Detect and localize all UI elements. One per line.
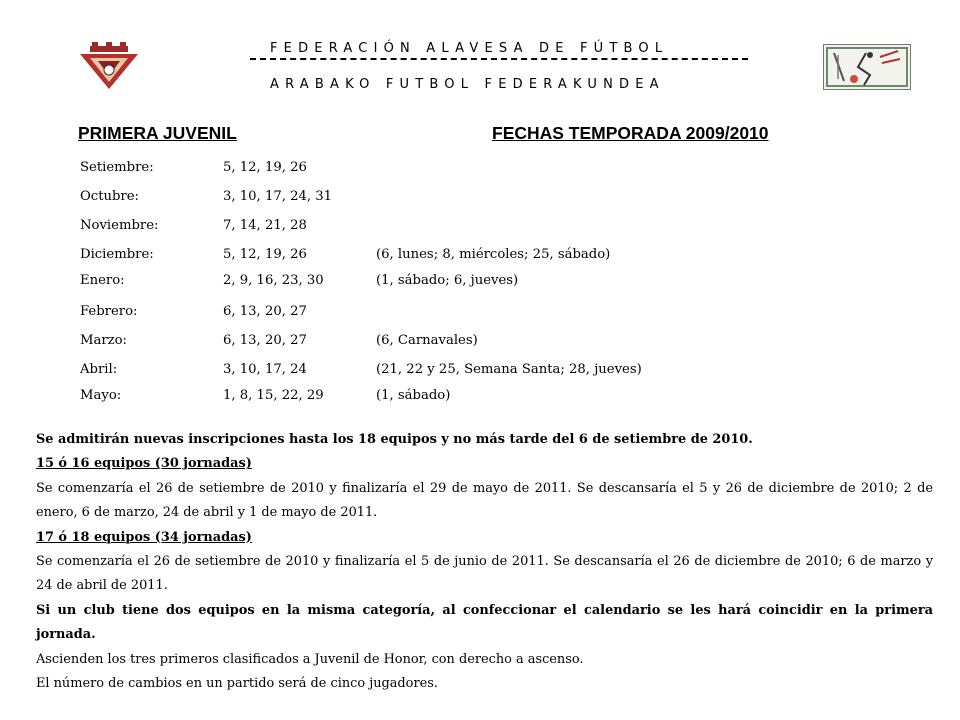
month-label: Diciembre: [80, 247, 154, 262]
match-days: 2, 9, 16, 23, 30 [223, 273, 324, 288]
date-note: (6, lunes; 8, miércoles; 25, sábado) [376, 247, 611, 262]
category-title: PRIMERA JUVENIL [78, 123, 237, 143]
promotion-rule: Ascienden los tres primeros clasificados a Juvenil de Honor, con derecho a ascenso. [36, 651, 584, 667]
federation-name-basque: ARABAKO FUTBOL FEDERAKUNDEA [270, 77, 665, 92]
registration-notice: Se admitirán nuevas inscripciones hasta los 18 equipos y no más tarde del 6 de setiembre de 2010. [36, 432, 753, 447]
month-label: Marzo: [80, 333, 127, 348]
match-days: 3, 10, 17, 24, 31 [223, 189, 333, 204]
match-days: 7, 14, 21, 28 [223, 218, 307, 233]
date-note: (21, 22 y 25, Semana Santa; 28, jueves) [376, 362, 642, 377]
match-days: 3, 10, 17, 24 [223, 362, 307, 377]
option-18-teams-text: Se comenzaría el 26 de setiembre de 2010 y finalizaría el 5 de junio de 2011. Se descansaría el 26 de diciembre de 2010; 6 de marzo y 24 de abril de 2011. [36, 554, 933, 594]
month-label: Abril: [80, 362, 118, 377]
option-16-teams-title: 15 ó 16 equipos (30 jornadas) [36, 456, 252, 472]
date-note: (1, sábado) [376, 388, 451, 403]
substitutions-rule: El número de cambios en un partido será de cinco jugadores. [36, 676, 438, 692]
federation-crest-icon [78, 42, 140, 90]
option-16-teams-text: Se comenzaría el 26 de setiembre de 2010 y finalizaría el 29 de mayo de 2011. Se descansaría el 5 y 26 de diciembre de 2010; 2 de enero, 6 de marzo, 24 de abril y 1 de mayo de 2011. [36, 480, 933, 521]
club-rule: Si un club tiene dos equipos en la misma categoría, al confeccionar el calendario se les hará coincidir en la primera jornada. [36, 602, 933, 643]
match-days: 6, 13, 20, 27 [223, 304, 307, 319]
match-days: 6, 13, 20, 27 [223, 333, 307, 348]
month-label: Noviembre: [80, 218, 159, 233]
federation-name-spanish: FEDERACIÓN ALAVESA DE FÚTBOL [270, 41, 669, 56]
match-days: 1, 8, 15, 22, 29 [223, 388, 324, 403]
month-label: Octubre: [80, 189, 139, 204]
season-title: FECHAS TEMPORADA 2009/2010 [492, 123, 769, 143]
season-notes [36, 428, 933, 696]
date-note: (6, Carnavales) [376, 333, 478, 348]
player-emblem-icon [823, 44, 911, 90]
month-label: Enero: [80, 273, 125, 288]
match-days: 5, 12, 19, 26 [223, 247, 307, 262]
option-18-teams-title: 17 ó 18 equipos (34 jornadas) [36, 529, 252, 545]
match-days: 5, 12, 19, 26 [223, 160, 307, 175]
header-divider [250, 58, 748, 60]
month-label: Setiembre: [80, 160, 154, 175]
month-label: Febrero: [80, 304, 138, 319]
date-note: (1, sábado; 6, jueves) [376, 273, 519, 288]
month-label: Mayo: [80, 388, 122, 403]
